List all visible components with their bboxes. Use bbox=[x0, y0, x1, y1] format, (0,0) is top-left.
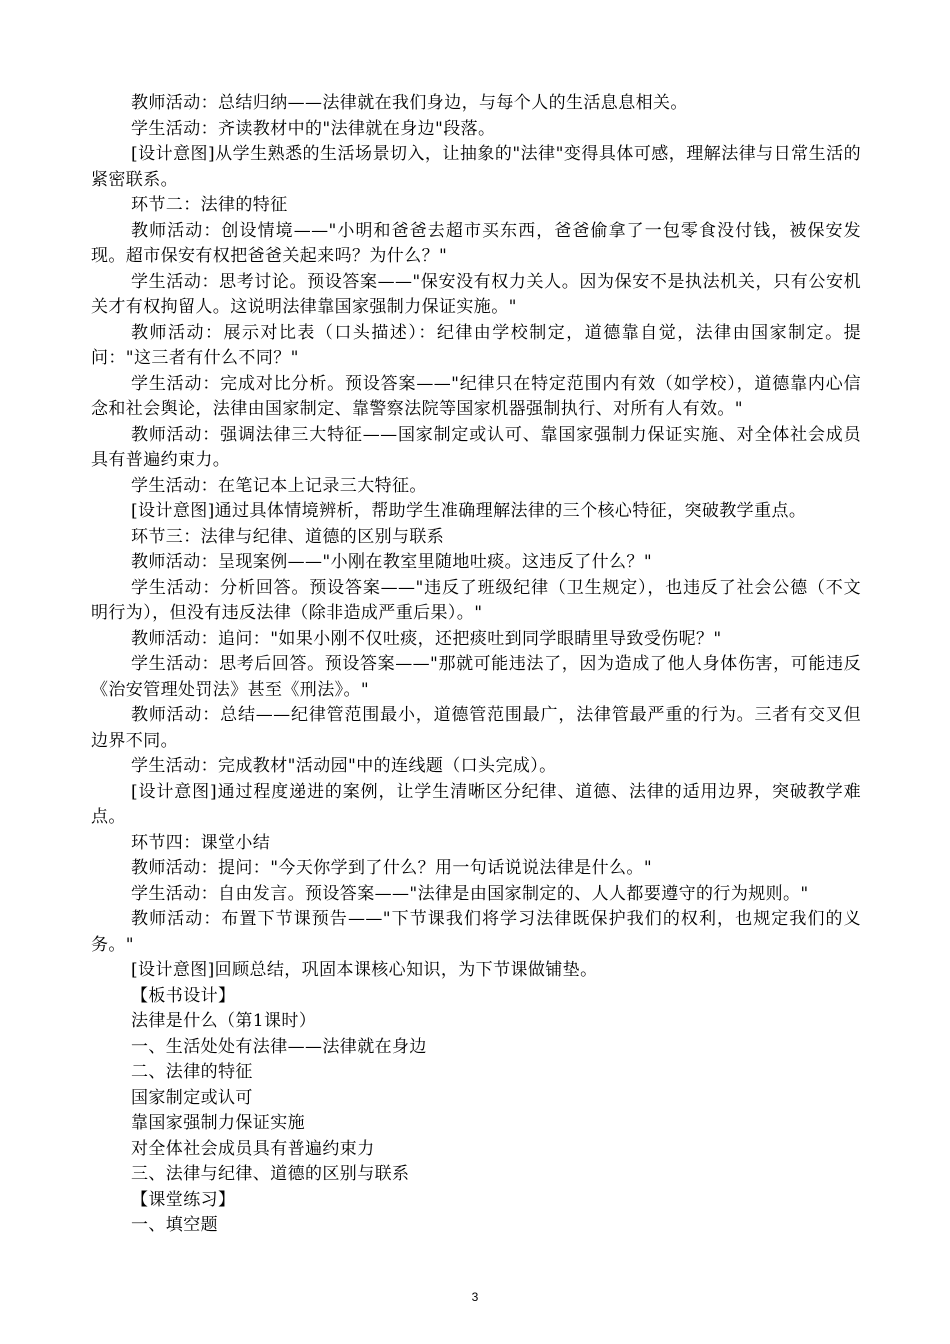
paragraph: 教师活动：强调法律三大特征——国家制定或认可、靠国家强制力保证实施、对全体社会成员具有普遍约束力。 bbox=[91, 424, 861, 470]
paragraph: 教师活动：创设情境——"小明和爸爸去超市买东西，爸爸偷拿了一包零食没付钱，被保安发现。超市保安有权把爸爸关起来吗？为什么？" bbox=[91, 220, 861, 266]
board-line: 一、生活处处有法律——法律就在身边 bbox=[131, 1036, 427, 1057]
section-heading: 环节四：课堂小结 bbox=[131, 832, 271, 853]
paragraph: 教师活动：追问："如果小刚不仅吐痰，还把痰吐到同学眼睛里导致受伤呢？" bbox=[131, 628, 722, 649]
board-line: 二、法律的特征 bbox=[131, 1062, 253, 1082]
paragraph: 学生活动：齐读教材中的"法律就在身边"段落。 bbox=[131, 118, 496, 139]
paragraph: 教师活动：总结——纪律管范围最小，道德管范围最广，法律管最严重的行为。三者有交叉但边界不同。 bbox=[91, 705, 861, 751]
section-heading: 环节二：法律的特征 bbox=[131, 195, 288, 215]
paragraph: 学生活动：自由发言。预设答案——"法律是由国家制定的、人人都要遵守的行为规则。" bbox=[131, 883, 809, 904]
paragraph: 学生活动：完成教材"活动园"中的连线题（口头完成）。 bbox=[131, 756, 557, 776]
page-number: 3 bbox=[471, 1290, 479, 1304]
board-line: 国家制定或认可 bbox=[131, 1087, 253, 1108]
board-line: 对全体社会成员具有普遍约束力 bbox=[131, 1138, 375, 1159]
paragraph: 教师活动：总结归纳——法律就在我们身边，与每个人的生活息息相关。 bbox=[131, 93, 688, 113]
paragraph: 教师活动：呈现案例——"小刚在教室里随地吐痰。这违反了什么？" bbox=[131, 552, 653, 572]
paragraph: 学生活动：在笔记本上记录三大特征。 bbox=[131, 475, 427, 496]
paragraph: [设计意图]通过程度递进的案例，让学生清晰区分纪律、道德、法律的适用边界，突破教学难点。 bbox=[91, 781, 861, 827]
board-line: 法律是什么（第1课时） bbox=[131, 1011, 317, 1031]
paragraph: 学生活动：思考讨论。预设答案——"保安没有权力关人。因为保安不是执法机关，只有公安机关才有权拘留人。这说明法律靠国家强制力保证实施。" bbox=[91, 271, 861, 317]
paragraph: [设计意图]回顾总结，巩固本课核心知识，为下节课做铺垫。 bbox=[131, 960, 598, 980]
paragraph: 一、填空题 bbox=[131, 1215, 218, 1235]
paragraph: 教师活动：展示对比表（口头描述）：纪律由学校制定，道德靠自觉，法律由国家制定。提问："这三者有什么不同？" bbox=[91, 322, 861, 368]
paragraph: [设计意图]通过具体情境辨析，帮助学生准确理解法律的三个核心特征，突破教学重点。 bbox=[131, 501, 807, 521]
paragraph: 教师活动：提问："今天你学到了什么？用一句话说说法律是什么。" bbox=[131, 858, 653, 878]
paragraph: 学生活动：完成对比分析。预设答案——"纪律只在特定范围内有效（如学校），道德靠内心信念和社会舆论，法律由国家制定、靠警察法院等国家机器强制执行、对所有人有效。" bbox=[91, 373, 861, 419]
page-body bbox=[91, 91, 861, 1239]
section-heading: 【板书设计】 bbox=[131, 985, 236, 1006]
paragraph: [设计意图]从学生熟悉的生活场景切入，让抽象的"法律"变得具体可感，理解法律与日常生活的紧密联系。 bbox=[91, 144, 861, 190]
paragraph: 教师活动：布置下节课预告——"下节课我们将学习法律既保护我们的权利，也规定我们的义务。" bbox=[91, 909, 861, 955]
section-heading: 【课堂练习】 bbox=[131, 1189, 236, 1210]
board-line: 三、法律与纪律、道德的区别与联系 bbox=[131, 1164, 410, 1184]
section-heading: 环节三：法律与纪律、道德的区别与联系 bbox=[131, 526, 445, 547]
paragraph: 学生活动：分析回答。预设答案——"违反了班级纪律（卫生规定），也违反了社会公德（不文明行为），但没有违反法律（除非造成严重后果）。" bbox=[91, 577, 861, 623]
paragraph: 学生活动：思考后回答。预设答案——"那就可能违法了，因为造成了他人身体伤害，可能违反《治安管理处罚法》甚至《刑法》。" bbox=[91, 654, 861, 700]
board-line: 靠国家强制力保证实施 bbox=[131, 1113, 305, 1133]
